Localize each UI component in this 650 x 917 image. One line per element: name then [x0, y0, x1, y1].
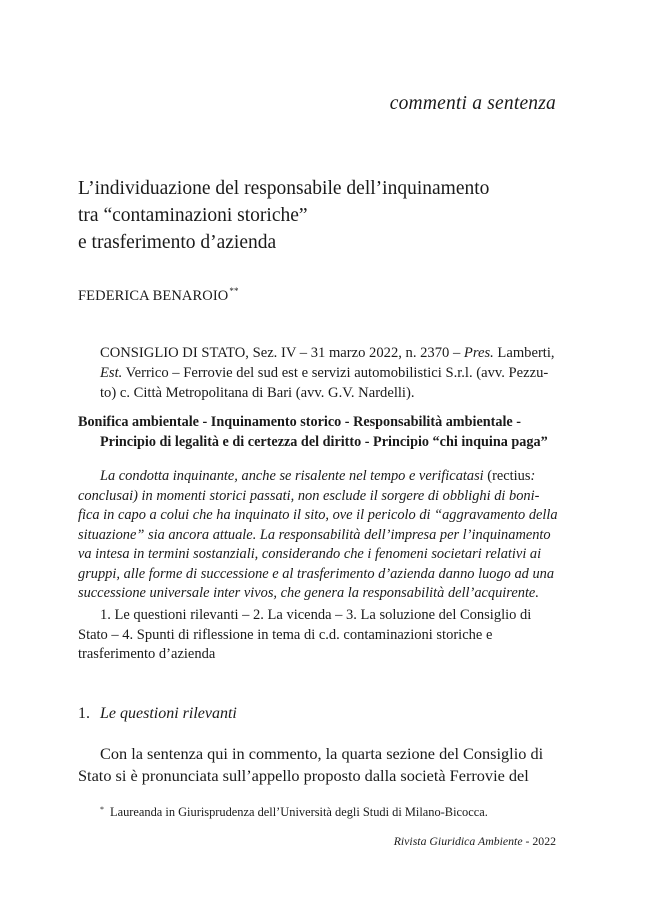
section-label: commenti a sentenza	[389, 93, 556, 114]
citation-court: CONSIGLIO DI STATO, Sez. IV – 31 marzo 2022, n. 2370 –	[100, 345, 464, 361]
section-title: Le questioni rilevanti	[100, 705, 237, 722]
journal-year: 2022	[532, 834, 556, 848]
keywords	[78, 413, 557, 452]
citation-est-label: Est.	[100, 365, 123, 381]
citation-pres-name: Lamberti,	[493, 345, 555, 361]
toc-line: Stato – 4. Spunti di riflessione in tema di c.d. contaminazioni storiche e	[78, 626, 493, 643]
title-line: tra “contaminazioni storiche”	[78, 205, 308, 226]
body-line: Stato si è pronunciata sull’appello proposto dalla società Ferrovie del	[78, 765, 529, 785]
abstract-rectius: (rectius	[487, 468, 531, 484]
section-heading	[78, 705, 237, 723]
author	[78, 286, 239, 305]
footnote-text: Laureanda in Giurisprudenza dell’Università degli Studi di Milano-Bicocca.	[110, 805, 488, 819]
footnote-mark: *	[100, 805, 104, 814]
title-line: L’individuazione del responsabile dell’inquinamento	[78, 178, 490, 199]
abstract-line: va intesa in termini sostanziali, considerando che i fenomeni societari relativi ai	[78, 546, 542, 562]
citation-pres-label: Pres.	[463, 345, 494, 361]
keywords-line: Principio di legalità e di certezza del diritto - Principio “chi inquina paga”	[100, 433, 548, 450]
section-number: 1.	[78, 705, 90, 722]
toc-line: trasferimento d’azienda	[78, 646, 216, 662]
abstract-line: gruppi, alle forme di successione e al trasferimento d’azienda danno luogo ad una	[78, 565, 555, 582]
citation-parties: Verrico – Ferrovie del sud est e servizi automobilistici S.r.l. (avv. Pezzu-	[122, 365, 549, 381]
footnote	[100, 805, 488, 820]
title-line: e trasferimento d’azienda	[78, 232, 277, 253]
footer-separator: -	[522, 834, 533, 848]
abstract-text: La condotta inquinante, anche se risalente nel tempo e verificatasi	[100, 468, 488, 484]
body-paragraph	[78, 743, 558, 786]
author-footnote-mark: **	[229, 286, 239, 296]
citation-line	[78, 343, 557, 363]
abstract-line	[78, 467, 558, 487]
table-of-contents	[78, 606, 558, 665]
abstract	[78, 467, 558, 604]
keywords-line: Bonifica ambientale - Inquinamento storico - Responsabilità ambientale -	[78, 414, 521, 430]
author-name: FEDERICA BENAROIO	[78, 288, 229, 304]
toc-line: 1. Le questioni rilevanti – 2. La vicenda – 3. La soluzione del Consiglio di	[100, 607, 532, 623]
abstract-line: fica in capo a colui che ha inquinato il sito, ove il pericolo di “aggravamento della	[78, 507, 558, 523]
page-footer	[394, 834, 556, 849]
abstract-line: situazione” sia ancora attuale. La responsabilità dell’impresa per l’inquinamento	[78, 526, 551, 543]
article-title	[78, 175, 578, 256]
abstract-line: conclusai) in momenti storici passati, non esclude il sorgere di obblighi di boni-	[78, 487, 540, 504]
citation-line: to) c. Città Metropolitana di Bari (avv. G.V. Nardelli).	[100, 385, 415, 401]
case-citation	[78, 343, 557, 403]
citation-line	[78, 363, 557, 383]
abstract-line: successione universale inter vivos, che genera la responsabilità dell’acquirente.	[78, 585, 539, 601]
abstract-colon: :	[530, 468, 536, 484]
body-line: Con la sentenza qui in commento, la quarta sezione del Consiglio di	[100, 744, 544, 763]
journal-name: Rivista Giuridica Ambiente	[393, 834, 523, 848]
